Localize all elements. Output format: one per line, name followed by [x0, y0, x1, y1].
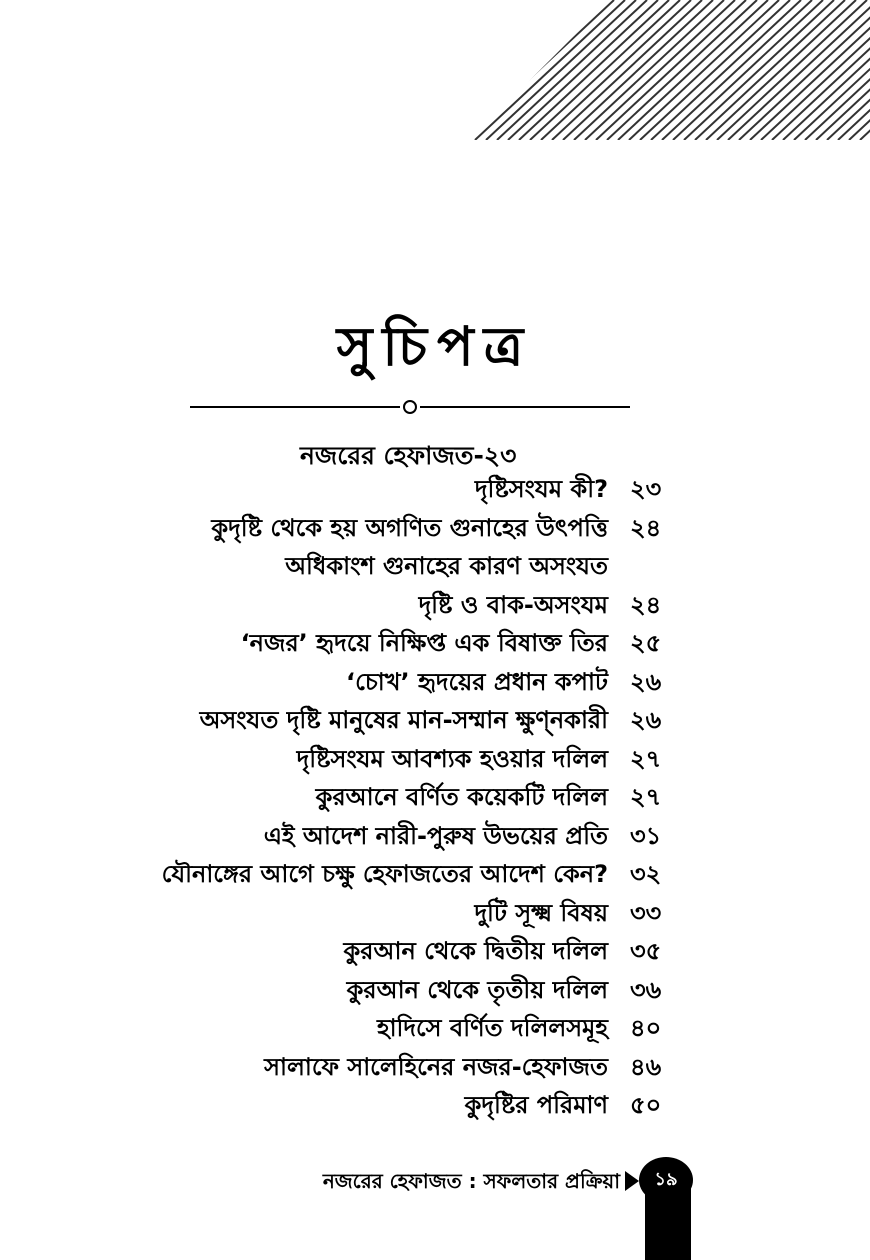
toc-entry — [0, 1086, 870, 1125]
toc-entry — [0, 1048, 870, 1087]
toc-entry — [0, 932, 870, 971]
toc-entry-page: ৩৫ — [630, 937, 662, 965]
toc-entry-page: ৪০ — [630, 1014, 662, 1042]
toc-entry-page: ৫০ — [630, 1091, 662, 1119]
toc-entry-page: ৩৩ — [630, 898, 662, 927]
toc-entry — [0, 586, 870, 625]
toc-entry — [0, 740, 870, 779]
toc-entry — [0, 547, 870, 586]
hatch-line — [497, 0, 647, 140]
section-heading: নজরের হেফাজত-২৩ — [300, 441, 517, 470]
triangle-pointer-icon — [625, 1171, 639, 1191]
toc-entry-title: দৃষ্টিসংযম আবশ্যক হওয়ার দলিল — [296, 744, 608, 773]
toc-entry-page: ৩১ — [630, 821, 662, 850]
toc-entry-page: ২৭ — [630, 783, 662, 811]
toc-entry — [0, 470, 870, 509]
hatch-line — [470, 0, 559, 140]
toc-entry — [0, 855, 870, 894]
hatch-line — [486, 0, 636, 140]
hatch-line — [662, 0, 812, 140]
toc-entry-title: অধিকাংশ গুনাহের কারণ অসংযত — [285, 552, 608, 580]
hatch-line — [684, 0, 834, 140]
hatch-line — [695, 0, 845, 140]
toc-entry-title: হাদিসে বর্ণিত দলিলসমূহ — [376, 1014, 608, 1042]
hatch-line — [519, 0, 669, 140]
toc-entry-title: ‘চোখ’ হৃদয়ের প্রধান কপাট — [345, 667, 608, 696]
hatch-line — [673, 0, 823, 140]
hatch-line — [651, 0, 801, 140]
toc-entry-page: ২৩ — [630, 475, 662, 503]
toc-entry — [0, 624, 870, 663]
title-divider — [190, 396, 630, 418]
toc-entry — [0, 509, 870, 548]
toc-entry-title: দৃষ্টিসংযম কী? — [474, 475, 608, 503]
table-of-contents — [0, 470, 870, 1125]
hatch-line — [618, 0, 768, 140]
hatch-line — [585, 0, 735, 140]
toc-entry-page: ২৫ — [630, 629, 662, 657]
toc-entry — [0, 971, 870, 1010]
toc-entry-title: কুরআনে বর্ণিত কয়েকটি দলিল — [315, 783, 608, 811]
hatch-line — [475, 0, 625, 140]
hatch-line — [640, 0, 790, 140]
toc-entry-page: ২৭ — [630, 744, 662, 773]
page-number-badge — [639, 1157, 693, 1203]
hatch-line — [563, 0, 713, 140]
hatch-line — [470, 0, 493, 140]
hatch-line — [470, 0, 482, 140]
hatch-line — [508, 0, 658, 140]
toc-entry-page: ৪৬ — [630, 1052, 662, 1081]
toc-entry — [0, 778, 870, 817]
hatch-line — [574, 0, 724, 140]
toc-entry — [0, 701, 870, 740]
hatch-line — [470, 0, 471, 140]
toc-entry — [0, 894, 870, 933]
toc-entry-title: দুটি সূক্ষ্ম বিষয় — [474, 898, 608, 927]
hatch-line — [607, 0, 757, 140]
toc-entry-title: কুদৃষ্টি থেকে হয় অগণিত গুনাহের উৎপত্তি — [211, 513, 608, 542]
hatch-line — [717, 0, 867, 140]
toc-entry-title: এই আদেশ নারী-পুরুষ উভয়ের প্রতি — [263, 821, 608, 850]
diagonal-hatch-decoration — [470, 0, 870, 140]
toc-entry — [0, 663, 870, 702]
toc-entry-page: ২৪ — [630, 513, 662, 542]
page-number: ১৯ — [654, 1169, 678, 1190]
toc-entry-title: কুরআন থেকে তৃতীয় দলিল — [346, 975, 608, 1004]
toc-entry-title: কুরআন থেকে দ্বিতীয় দলিল — [343, 937, 608, 965]
hatch-line — [629, 0, 779, 140]
hatch-line — [530, 0, 680, 140]
hatch-line — [470, 0, 537, 140]
toc-entry-page: ২৬ — [630, 667, 662, 696]
toc-entry-title: ‘নজর’ হৃদয়ে নিক্ষিপ্ত এক বিষাক্ত তির — [240, 629, 608, 657]
hatch-line — [552, 0, 702, 140]
running-footer-title: নজরের হেফাজত : সফলতার প্রক্রিয়া — [322, 1169, 620, 1193]
toc-entry-page: ৩২ — [630, 860, 662, 888]
toc-entry-page: ২৬ — [630, 706, 662, 734]
toc-entry-title: কুদৃষ্টির পরিমাণ — [464, 1091, 608, 1119]
toc-entry — [0, 817, 870, 856]
page-title: সুচিপত্র — [336, 315, 534, 378]
hatch-line — [596, 0, 746, 140]
toc-entry-title: অসংযত দৃষ্টি মানুষের মান-সম্মান ক্ষুণ্নকারী — [199, 706, 608, 734]
hatch-line — [706, 0, 856, 140]
toc-entry-title: সালাফে সালেহিনের নজর-হেফাজত — [264, 1052, 608, 1081]
toc-entry-page: ৩৬ — [630, 975, 662, 1004]
toc-entry-title: যৌনাঙ্গের আগে চক্ষু হেফাজতের আদেশ কেন? — [161, 860, 608, 888]
toc-entry-page: ২৪ — [630, 590, 662, 619]
toc-entry — [0, 1009, 870, 1048]
toc-entry-title: দৃষ্টি ও বাক-অসংযম — [418, 590, 608, 619]
hatch-line — [541, 0, 691, 140]
